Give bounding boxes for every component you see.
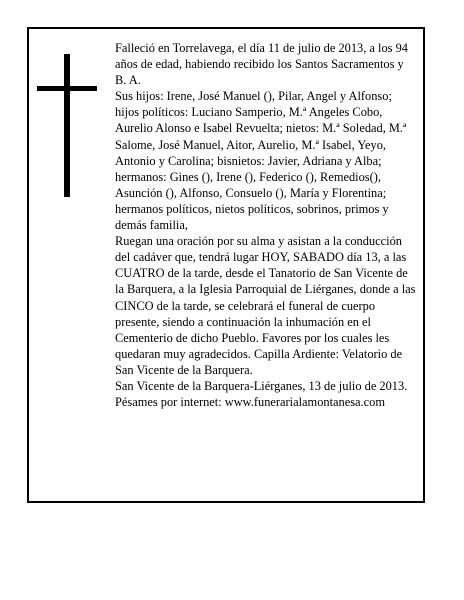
- place-date-footer: San Vicente de la Barquera-Liérganes, 13 de julio de 2013. Pésames por internet: www.funerarialamontanesa.com: [115, 378, 408, 410]
- obituary-text: [115, 40, 417, 410]
- family-list: Sus hijos: Irene, José Manuel (), Pilar, Angel y Alfonso; hijos políticos: Luciano Samperio, M.ª Angeles Cobo, Aurelio Alonso e Isabel Revuelta; nietos: M.ª Soledad, M.ª Salome, José Manuel, Aitor, Aurelio, M.ª Isabel, Yeyo, Antonio y Carolina; bisnietos: Javier, Adriana y Alba; hermanos: Gines (), Irene (), Federico (), Remedios(), Asunción (), Alfonso, Consuelo (), María y Florentina; hermanos políticos, nietos políticos, sobrinos, primos y demás familia,: [115, 89, 407, 233]
- cross-icon: [64, 54, 70, 197]
- death-announcement: Falleció en Torrelavega, el día 11 de julio de 2013, a los 94 años de edad, habiendo recibido los Santos Sacramentos y B. A.: [115, 41, 408, 88]
- cross-icon-bar: [37, 86, 97, 91]
- funeral-details: Ruegan una oración por su alma y asistan a la conducción del cadáver que, tendrá lugar HOY, SABADO día 13, a las CUATRO de la tarde, desde el Tanatorio de San Vicente de la Barquera, a la Iglesia Parroquial de Liérganes, donde a las CINCO de la tarde, se celebrará el funeral de cuerpo presente, siendo a continuación la inhumación en el Cementerio de dicho Pueblo. Favores por los cuales les quedaran muy agradecidos. Capilla Ardiente: Velatorio de San Vicente de la Barquera.: [115, 234, 416, 377]
